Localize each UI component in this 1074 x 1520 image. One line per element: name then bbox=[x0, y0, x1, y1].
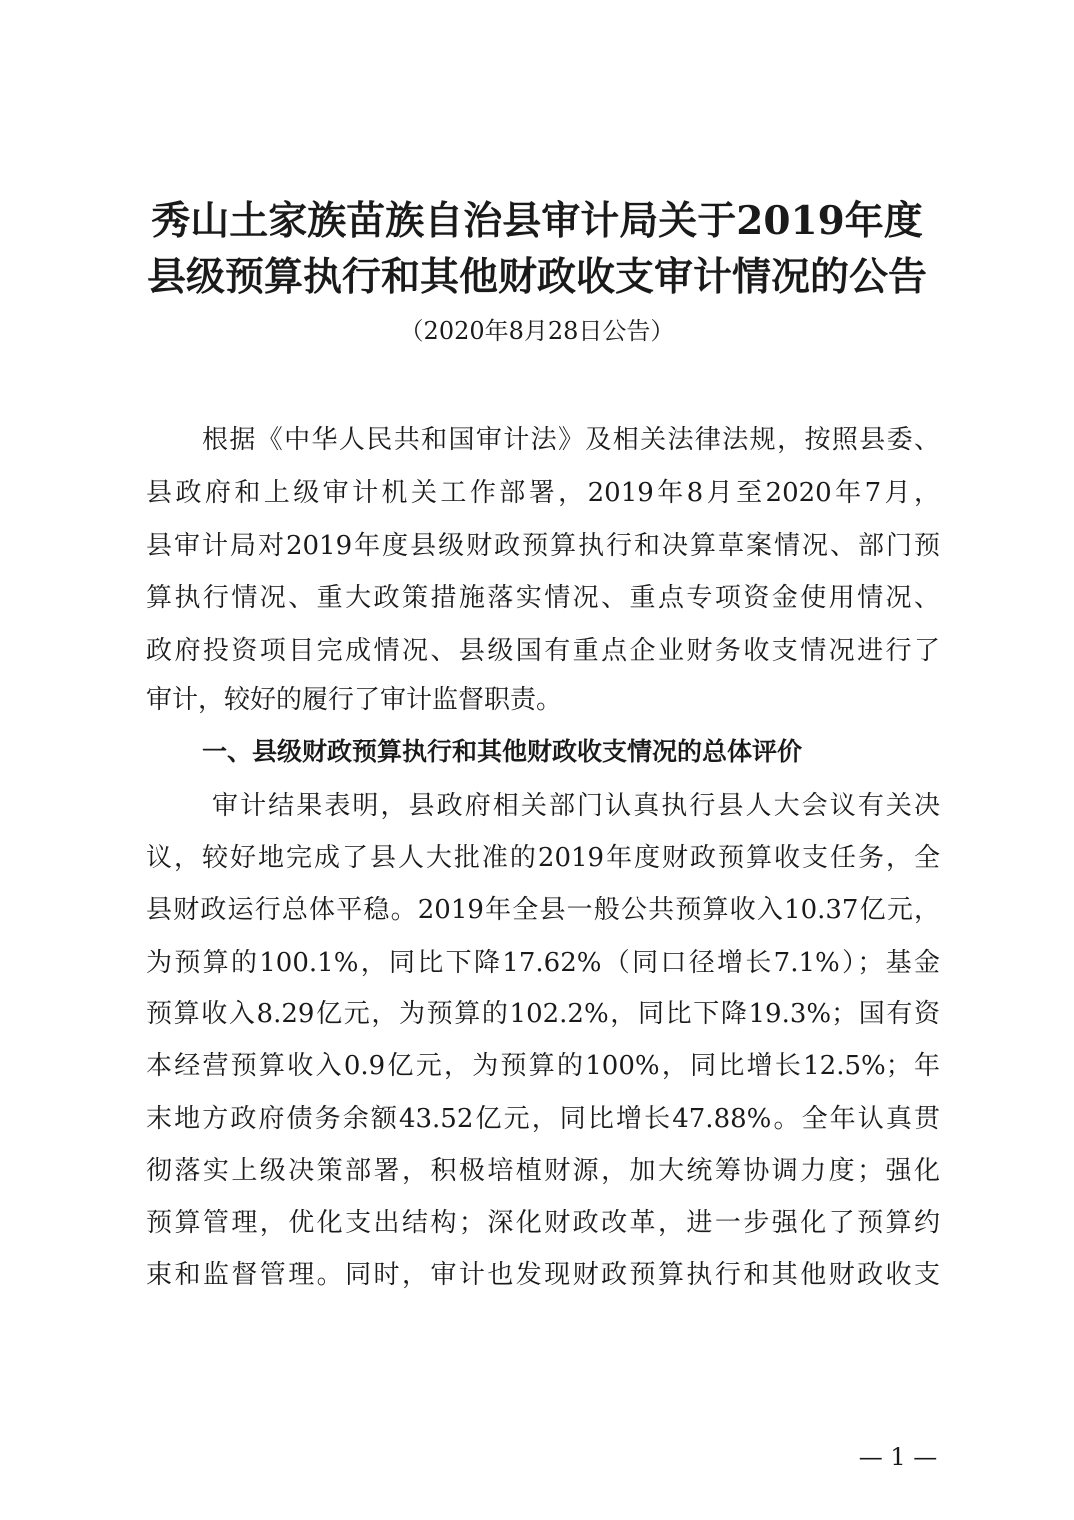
paragraph-1-line: 政府投资项目完成情况、县级国有重点企业财务收支情况进行了 bbox=[146, 636, 940, 666]
paragraph-2-line: 为预算的100.1%，同比下降17.62%（同口径增长7.1%）；基金 bbox=[146, 948, 940, 978]
document-title-line-2: 县级预算执行和其他财政收支审计情况的公告 bbox=[146, 254, 927, 300]
paragraph-2-line: 彻落实上级决策部署，积极培植财源，加大统筹协调力度；强化 bbox=[146, 1156, 940, 1186]
paragraph-2-line: 审计结果表明，县政府相关部门认真执行县人大会议有关决 bbox=[212, 791, 940, 821]
paragraph-2-line: 本经营预算收入0.9亿元，为预算的100%，同比增长12.5%；年 bbox=[146, 1051, 940, 1081]
paragraph-2-line: 县财政运行总体平稳。2019年全县一般公共预算收入10.37亿元， bbox=[146, 895, 940, 925]
paragraph-1-line: 县政府和上级审计机关工作部署，2019年8月至2020年7月， bbox=[146, 478, 940, 508]
paragraph-2-line: 末地方政府债务余额43.52亿元，同比增长47.88%。全年认真贯 bbox=[146, 1104, 940, 1134]
paragraph-1-line: 算执行情况、重大政策措施落实情况、重点专项资金使用情况、 bbox=[146, 583, 940, 613]
paragraph-2-line: 议，较好地完成了县人大批准的2019年度财政预算收支任务，全 bbox=[146, 843, 940, 873]
paragraph-1-line: 审计，较好的履行了审计监督职责。 bbox=[146, 685, 563, 715]
paragraph-2-line: 束和监督管理。同时，审计也发现财政预算执行和其他财政收支 bbox=[146, 1260, 940, 1290]
paragraph-2-line: 预算管理，优化支出结构；深化财政改革，进一步强化了预算约 bbox=[146, 1208, 940, 1238]
page-number: — 1 — bbox=[858, 1443, 938, 1471]
paragraph-1-line: 根据《中华人民共和国审计法》及相关法律法规，按照县委、 bbox=[202, 425, 940, 455]
paragraph-1-line: 县审计局对2019年度县级财政预算执行和决算草案情况、部门预 bbox=[146, 531, 940, 561]
section-heading: 一、县级财政预算执行和其他财政收支情况的总体评价 bbox=[202, 737, 803, 766]
announcement-date: （2020年8月28日公告） bbox=[399, 317, 675, 345]
document-title-line-1: 秀山土家族苗族自治县审计局关于2019年度 bbox=[151, 198, 923, 244]
paragraph-2-line: 预算收入8.29亿元，为预算的102.2%，同比下降19.3%；国有资 bbox=[146, 999, 940, 1029]
